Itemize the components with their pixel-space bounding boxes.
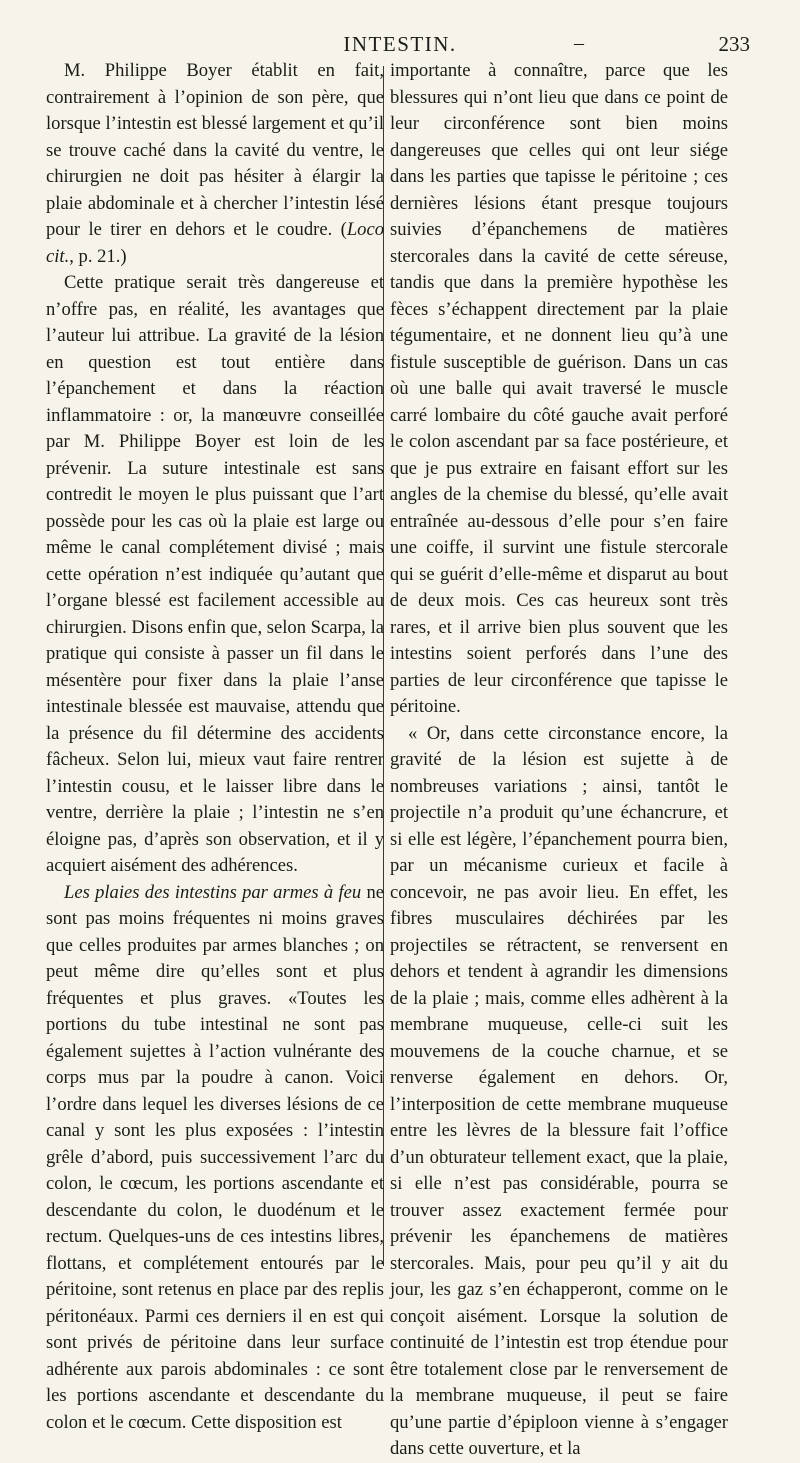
text-columns — [44, 58, 764, 1459]
right-column — [390, 58, 728, 1459]
left-column — [46, 58, 385, 1433]
paragraph-continued: importante à connaître, parce que les blessures qui n’ont lieu que dans ce point de leur circonférence sont bien moins dangereuses que celles qui ont leur siége dans les parties que tapisse le péritoine ; ces dernières lésions étant presque toujours suivies d’épanchemens de matières stercorales dans la cavité de cette séreuse, tandis que dans la première hypothèse les fèces s’échappent directement par la plaie tégumentaire, et ne donnent lieu qu’à une fistule susceptible de guérison. Dans un cas où une balle qui avait traversé le muscle carré lombaire du côté gauche avait perforé le colon ascendant par sa face postérieure, et que je pus extraire en faisant effort sur les angles de la chemise du blessé, qu’elle avait entraînée au-dessous d’elle pour s’en faire une coiffe, il survint une fistule stercorale qui se guérit d’elle-même et disparut au bout de deux mois. Ces cas heureux sont très rares, et il arrive bien plus souvent que les intestins soient perforés dans l’une des parties de leur circonférence que tapisse le péritoine. — [390, 60, 728, 717]
page-number: 233 — [718, 32, 750, 56]
citation-open: ( — [332, 219, 347, 240]
citation-rest: , p. 21.) — [69, 245, 127, 267]
paragraph — [46, 880, 384, 1437]
paragraph-text: M. Philippe Boyer établit en fait, contrairement à l’opinion de son père, que lorsque l’intestin est blessé largement et qu’il se trouve caché dans la cavité du ventre, le chirurgien ne doit pas hésiter à élargir la plaie abdominale et à chercher l’intestin lésé pour le tirer en dehors et le coudre. — [46, 60, 384, 240]
paragraph — [46, 58, 384, 270]
paragraph: Cette pratique serait très dangereuse et n’offre pas, en réalité, les avantages que l’auteur lui attribue. La gravité de la lésion en question est tout entière dans l’épanchement et dans la réaction inflammatoire : or, la manœuvre conseillée par M. Philippe Boyer est loin de les prévenir. La suture intestinale est sans contredit le moyen le plus puissant que l’art possède pour les cas où la plaie est large ou même le canal complétement divisé ; mais cette opération n’est indiquée qu’autant que l’organe blessé est facilement accessible au chirurgien. Disons enfin que, selon Scarpa, la pratique qui consiste à passer un fil dans le mésentère pour fixer dans la plaie l’anse intestinale blessée est mauvaise, attendu que la présence du fil détermine des accidents fâcheux. Selon lui, mieux vaut faire rentrer l’intestin cousu, et le laisser libre dans le ventre, derrière la plaie ; l’intestin ne s’en éloigne pas, d’après son observation, et il y acquiert aisément des adhérences. — [46, 272, 384, 876]
section-lead-italic: Les plaies des intestins par armes à feu — [64, 881, 362, 903]
header-dash: – — [574, 32, 584, 54]
citation-italic: Loco cit. — [46, 219, 384, 267]
paragraph-text: ne sont pas moins fréquentes ni moins graves que celles produites par armes blanches ; on peut même dire qu’elles sont et plus fréquentes et plus graves. «Toutes les portions du tube intestinal ne sont pas également sujettes à l’action vulnérante des corps mus par la poudre à canon. Voici l’ordre dans lequel les diverses lésions de ce canal y sont les plus exposées : l’intestin grêle d’abord, puis successivement l’arc du colon, le cœcum, les portions ascendante et descendante du colon, le duodénum et le rectum. Quelques-uns de ces intestins libres, flottans, et complétement entourés par le péritoine, sont retenus en place par des replis péritonéaux. Parmi ces derniers il en est qui sont privés de péritoine dans leur surface adhérente aux parois abdominales : ce sont les portions ascendante et descendante du colon et le cœcum. Cette disposition est — [46, 881, 385, 1433]
paragraph: « Or, dans cette circonstance encore, la gravité de la lésion est sujette à de nombreuses variations ; ainsi, tantôt le projectile n’a produit qu’une échancrure, et si elle est légère, l’épanchement pourra bien, par un mécanisme curieux et facile à concevoir, ne pas avoir lieu. En effet, les fibres musculaires déchirées par les projectiles se rétractent, se renversent en dehors et tendent à agrandir les dimensions de la plaie ; mais, comme elles adhèrent à la membrane muqueuse, celle-ci suit les mouvemens de la couche charnue, et se renverse également en dehors. Or, l’interposition de cette membrane muqueuse entre les lèvres de la blessure fait l’office d’un obturateur tellement exact, que la plaie, si elle n’est pas considérable, pourra se trouver assez exactement fermée pour prévenir les épanchemens de matières stercorales. Mais, pour peu qu’il y ait du jour, les gaz s’en échapperont, comme on le conçoit aisément. Lorsque la solution de continuité de l’intestin est trop étendue pour être totalement close par le renversement de la membrane muqueuse, il peut se faire qu’une partie d’épiploon vienne à s’engager dans cette ouverture, et la — [390, 722, 728, 1459]
running-head: INTESTIN. — [343, 32, 457, 56]
